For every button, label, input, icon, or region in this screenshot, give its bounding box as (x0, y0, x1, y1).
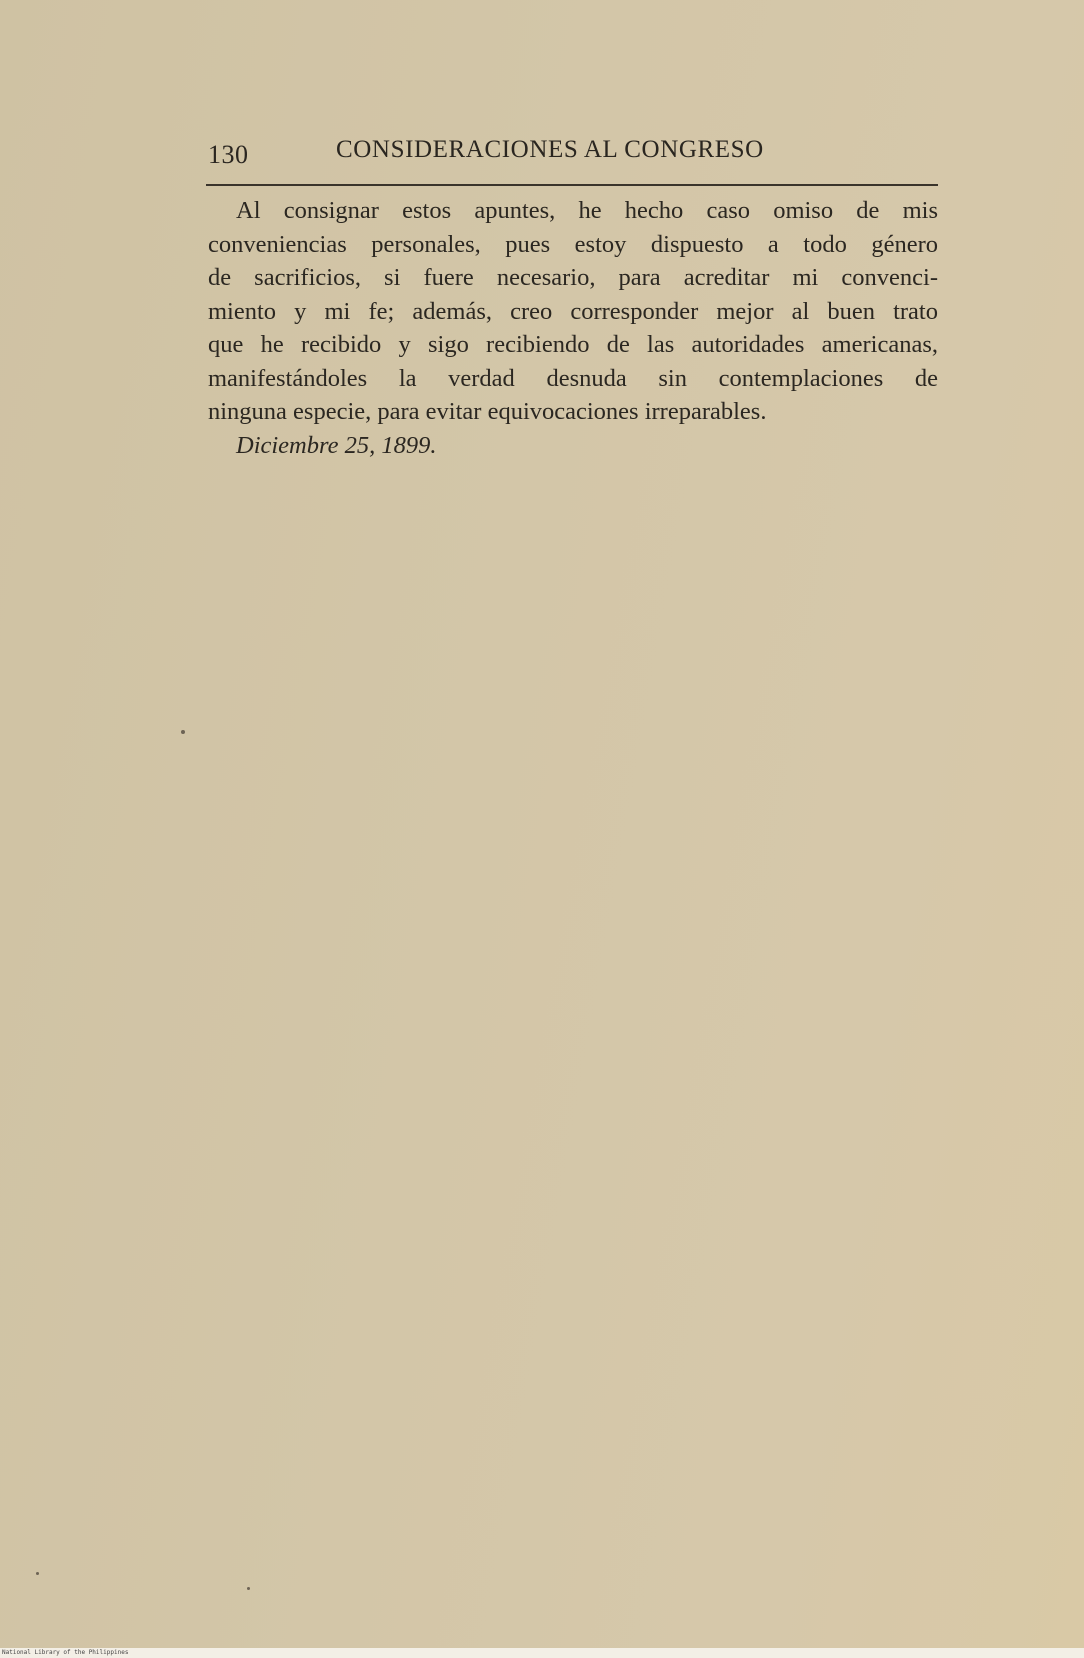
text-line: Al consignar estos apuntes, he hecho caso omiso de mis (236, 197, 938, 224)
paper-speck (247, 1587, 250, 1590)
page-number: 130 (208, 140, 249, 169)
paper-speck (36, 1572, 39, 1575)
text-line: de sacrificios, si fuere necesario, para acreditar mi convenci- (208, 264, 938, 291)
text-line: ninguna especie, para evitar equivocaciones irreparables. (208, 398, 767, 425)
text-line: miento y mi fe; además, creo corresponder mejor al buen trato (208, 297, 938, 325)
text-line: que he recibido y sigo recibiendo de las autoridades americanas, (208, 331, 938, 358)
paper-speck (181, 730, 185, 734)
header-rule (206, 184, 938, 186)
text-line: manifestándoles la verdad desnuda sin contemplaciones de (208, 364, 938, 392)
body-paragraph (208, 194, 938, 462)
scan-margin (0, 1648, 1084, 1658)
running-head (208, 132, 938, 174)
text-line: conveniencias personales, pues estoy dispuesto a todo género (208, 230, 938, 258)
dateline: Diciembre 25, 1899. (236, 431, 437, 459)
running-title: CONSIDERACIONES AL CONGRESO (336, 136, 764, 163)
library-credit: National Library of the Philippines (2, 1649, 129, 1656)
